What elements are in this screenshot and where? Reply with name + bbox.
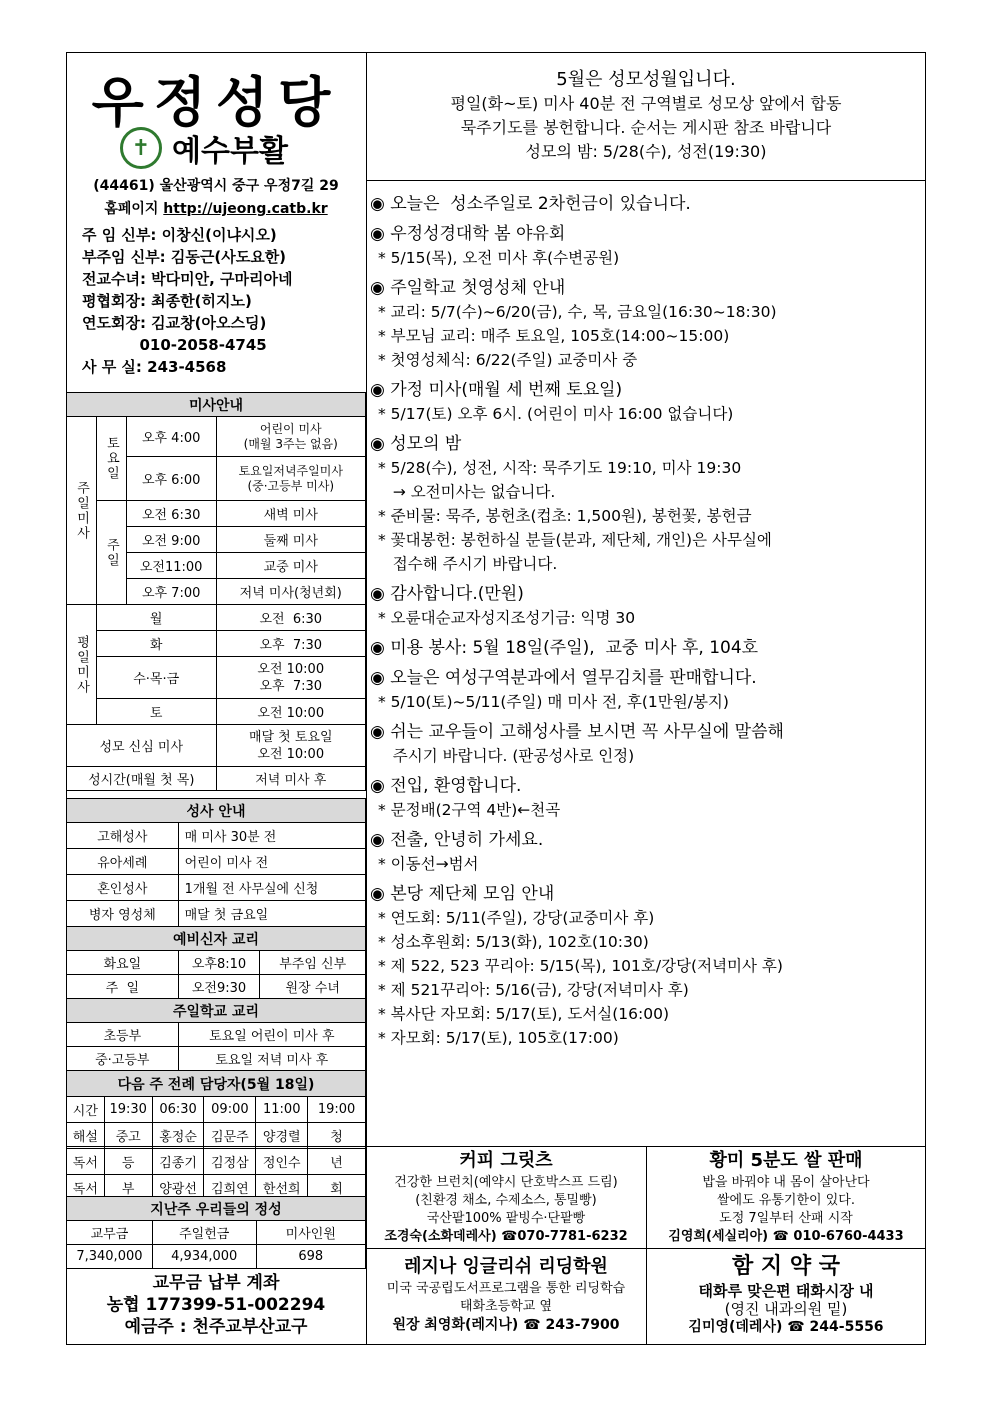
marian-mass-label: 성모 신심 미사 [67,725,217,767]
mass-desc: 새벽 미사 [216,501,366,527]
mass-time: 오전 6:30 [126,501,216,527]
announcement-heading: ◉ 미용 봉사: 5월 18일(주일), 교중 미사 후, 104호 [370,638,759,658]
announcement-item [370,222,922,270]
announcement-detail: * 5/28(수), 성전, 시작: 묵주기도 19:10, 미사 19:30 [378,459,742,477]
weekday: 월 [96,605,216,631]
class-day: 화요일 [67,951,179,975]
marian-mass-time: 매달 첫 토요일 오전 10:00 [216,725,366,767]
duty-header: 다음 주 전례 담당자(5월 18일) [67,1071,366,1097]
duty-cell: 김정삼 [204,1149,256,1175]
announcement-detail: * 5/10(토)~5/11(주일) 매 미사 전, 후(1만원/봉지) [378,693,729,711]
mass-time: 오후 7:30 [216,631,366,657]
offering-label: 미사인원 [256,1221,365,1245]
sacrament-name: 혼인성사 [67,875,179,901]
announcement-heading: ◉ 주일학교 첫영성체 안내 [370,278,566,298]
duty-cell: 시간 [67,1097,105,1123]
offering-label: 주일헌금 [152,1221,256,1245]
announcement-heading: ◉ 쉬는 교우들이 고해성사를 보시면 꼭 사무실에 말씀해 [370,722,784,742]
mass-table [66,392,366,791]
bank-account [66,1272,366,1338]
homepage [66,198,366,218]
sunday-mass-label: 주일미사 [67,417,97,605]
may-notice-line: 성모의 밤: 5/28(수), 성전(19:30) [525,142,767,161]
duty-cell: 중고 [104,1123,152,1149]
bank-border [66,1268,366,1269]
duty-cell: 한선희 [256,1175,308,1201]
announcement-detail: * 성소후원회: 5/13(화), 102호(10:30) [378,933,649,951]
staff-item: 부주임 신부: 김동근(사도요한) [82,248,287,266]
ad-contact: 김미영(데레사) ☎ 244-5556 [688,1319,884,1335]
offering-table [66,1196,366,1269]
announcement-detail: * 복사단 자모회: 5/17(토), 도서실(16:00) [378,1005,670,1023]
ad-line: 건강한 브런치(예약시 단호박스프 드림) [394,1175,618,1190]
announcement-heading: ◉ 우정성경대학 봄 야유회 [370,224,566,244]
offering-value: 4,934,000 [152,1245,256,1269]
pharmacy-ad [646,1252,926,1336]
mass-desc: 둘째 미사 [216,527,366,553]
announcement-detail: * 이동선→범서 [378,855,479,873]
mass-time: 오전 10:00 [216,699,366,725]
ad-contact: 김영희(세실리아) ☎ 010-6760-4433 [668,1229,904,1244]
rice-ad [646,1148,926,1246]
mass-time: 오전 6:30 [216,605,366,631]
ad-line: 도정 7일부터 산패 시작 [719,1211,853,1226]
sunday-label: 주일 [96,501,126,605]
announcement-list [370,192,922,1056]
staff-list [82,224,293,378]
address: (44461) 울산광역시 중구 우정7길 29 [93,178,339,194]
sacrament-name: 유아세례 [67,849,179,875]
ad-contact: 원장 최영화(레지나) ☎ 243-7900 [392,1317,620,1333]
announcement-detail: * 오륜대순교자성지조성기금: 익명 30 [378,609,636,627]
announcement-item [370,774,922,822]
sacrament-info: 어린이 미사 전 [178,849,365,875]
announcement-detail: 주시기 바랍니다. (판공성사로 인정) [378,747,635,765]
ad-title: 함 지 약 국 [732,1254,840,1279]
staff-item: 연도회장: 김교창(아오스딩) [82,314,267,332]
english-ad [366,1254,646,1334]
bank-holder: 예금주 : 천주교부산교구 [124,1317,308,1337]
bank-number: 농협 177399-51-002294 [106,1295,326,1315]
announcement-item [370,828,922,876]
homepage-label: 홈페이지 [104,201,159,217]
school-time: 토요일 어린이 미사 후 [178,1023,365,1047]
duty-cell: 김문주 [204,1123,256,1149]
staff-item: 주 임 신부: 이창신(이냐시오) [82,226,277,244]
announcement-detail: * 문정배(2구역 4반)←천곡 [378,801,561,819]
duty-cell: 김종기 [152,1149,204,1175]
ad-line: 쌀에도 유통기한이 있다. [717,1193,855,1208]
announcement-detail: * 꽃대봉헌: 봉헌하실 분들(분과, 제단체, 개인)은 사무실에 [378,531,772,549]
mass-header: 미사안내 [67,393,366,417]
staff-item: 010-2058-4745 [82,336,267,354]
staff-item: 사 무 실: 243-4568 [82,358,227,376]
may-notice [366,68,926,164]
offering-header: 지난주 우리들의 정성 [67,1197,366,1221]
duty-cell: 청 [308,1123,366,1149]
holy-hour-time: 저녁 미사 후 [216,767,366,791]
sacrament-info: 매달 첫 금요일 [178,901,365,927]
duty-cell: 김희연 [204,1175,256,1201]
duty-cell: 독서 [67,1149,105,1175]
weekday: 토 [96,699,216,725]
ad-contact: 조경숙(소화데레사) ☎070-7781-6232 [384,1229,628,1244]
sacrament-name: 병자 영성체 [67,901,179,927]
announcement-heading: ◉ 가정 미사(매월 세 번째 토요일) [370,380,623,400]
duty-cell: 양광선 [152,1175,204,1201]
class-time: 오전9:30 [178,975,260,999]
announcement-heading: ◉ 전입, 환영합니다. [370,776,522,796]
announcement-detail: * 제 522, 523 꾸리아: 5/15(목), 101호/강당(저녁미사 후) [378,957,783,975]
bank-title: 교무금 납부 계좌 [152,1273,280,1293]
homepage-link[interactable]: http://ujeong.catb.kr [163,201,328,217]
offering-value: 7,340,000 [67,1245,153,1269]
sacrament-table [66,798,366,927]
school-group: 중·고등부 [67,1047,179,1071]
class-teacher: 원장 수녀 [260,975,366,999]
announcement-detail: * 자모회: 5/17(토), 105호(17:00) [378,1029,619,1047]
duty-cell: 정인수 [256,1149,308,1175]
duty-cell: 11:00 [256,1097,308,1123]
announcement-heading: ◉ 성모의 밤 [370,434,462,454]
church-emblem-icon: ✝ [120,127,162,169]
duty-cell: 19:00 [308,1097,366,1123]
announcement-detail: → 오전미사는 없습니다. [378,483,556,501]
duty-cell: 회 [308,1175,366,1201]
duty-cell: 등 [104,1149,152,1175]
saturday-label: 토요일 [96,417,126,501]
mass-desc: 저녁 미사(청년회) [216,579,366,605]
announcement-item [370,582,922,630]
class-day: 주 일 [67,975,179,999]
ad-line: 태화초등학교 옆 [459,1299,553,1314]
ads-mid-border [366,1248,926,1249]
announcement-heading: ◉ 전출, 안녕히 가세요. [370,830,544,850]
duty-cell: 06:30 [152,1097,204,1123]
church-title: 우정성당 [91,71,341,134]
coffee-ad [366,1148,646,1246]
may-notice-line: 묵주기도를 봉헌합니다. 순서는 게시판 참조 바랍니다 [460,118,832,137]
staff-item: 전교수녀: 박다미안, 구마리아네 [82,270,293,288]
school-time: 토요일 저녁 미사 후 [178,1047,365,1071]
holy-hour-label: 성시간(매월 첫 목) [67,767,217,791]
sunday-school-table [66,998,366,1071]
duty-cell: 년 [308,1149,366,1175]
announcement-heading: ◉ 본당 제단체 모임 안내 [370,884,555,904]
announcement-detail: 접수해 주시기 바랍니다. [378,555,558,573]
mass-desc: 토요일저녁주일미사 (중·고등부 미사) [216,457,366,501]
duty-cell: 부 [104,1175,152,1201]
announcement-item [370,666,922,714]
announcement-detail: * 첫영성체식: 6/22(주일) 교중미사 중 [378,351,638,369]
announcement-item [370,636,922,660]
class-time: 오후8:10 [178,951,260,975]
mass-desc: 교중 미사 [216,553,366,579]
catechumen-header: 예비신자 교리 [67,927,366,951]
mass-time: 오후 4:00 [126,417,216,457]
ad-title: 커피 그릿츠 [459,1150,553,1171]
announcement-detail: * 준비물: 묵주, 봉헌초(컵초: 1,500원), 봉헌꽃, 봉헌금 [378,507,752,525]
staff-item: 평협회장: 최종한(히지노) [82,292,252,310]
announcement-detail: * 5/17(토) 오후 6시. (어린이 미사 16:00 없습니다) [378,405,734,423]
announcement-heading: ◉ 오늘은 여성구역분과에서 열무김치를 판매합니다. [370,668,757,688]
announcement-item [370,378,922,426]
mass-time: 오후 6:00 [126,457,216,501]
announcement-item [370,720,922,768]
duty-cell: 해설 [67,1123,105,1149]
column-divider [366,52,367,1146]
announcement-detail: * 부모님 교리: 매주 토요일, 105호(14:00~15:00) [378,327,730,345]
duty-cell: 독서 [67,1175,105,1201]
may-notice-title: 5월은 성모성월입니다. [556,69,736,90]
class-teacher: 부주임 신부 [260,951,366,975]
sacrament-info: 매 미사 30분 전 [178,823,365,849]
announcement-heading: ◉ 감사합니다.(만원) [370,584,524,604]
sacrament-info: 1개월 전 사무실에 신청 [178,875,365,901]
ad-line: 태화루 맞은편 태화시장 내 [698,1282,874,1300]
ad-line: (영진 내과의원 밑) [724,1300,848,1318]
mass-time: 오전11:00 [126,553,216,579]
announcement-item [370,276,922,372]
announcement-item [370,192,922,216]
duty-cell: 19:30 [104,1097,152,1123]
duty-cell: 09:00 [204,1097,256,1123]
ad-line: (친환경 채소, 수제소스, 통밀빵) [415,1193,597,1208]
announcement-detail: * 제 521꾸리아: 5/16(금), 강당(저녁미사 후) [378,981,689,999]
mass-time: 오전 9:00 [126,527,216,553]
ad-line: 국산팥100% 팥빙수·단팥빵 [426,1211,586,1226]
weekday: 화 [96,631,216,657]
announcement-heading: ◉ 오늘은 성소주일로 2차헌금이 있습니다. [370,194,691,214]
announcement-detail: * 교리: 5/7(수)~6/20(금), 수, 목, 금요일(16:30~18:30) [378,303,777,321]
sacrament-header: 성사 안내 [67,799,366,823]
ad-line: 미국 국공립도서프로그램을 통한 리딩학습 [386,1281,626,1296]
ads-border [66,1146,926,1147]
may-notice-line: 평일(화~토) 미사 40분 전 구역별로 성모상 앞에서 합동 [450,94,842,113]
ad-line: 밥을 바꿔야 내 몸이 살아난다 [702,1175,870,1190]
duty-table [66,1070,366,1201]
offering-label: 교무금 [67,1221,153,1245]
announcement-item [370,882,922,1050]
catechumen-table [66,926,366,999]
mass-time: 오전 10:00 오후 7:30 [216,657,366,699]
notice-separator [366,180,926,181]
logo [120,126,288,170]
announcement-item [370,432,922,576]
announcement-detail: * 5/15(목), 오전 미사 후(수변공원) [378,249,620,267]
school-group: 초등부 [67,1023,179,1047]
ad-title: 레지나 잉글리쉬 리딩학원 [404,1256,608,1277]
ad-title: 황미 5분도 쌀 판매 [709,1150,863,1171]
weekday: 수·목·금 [96,657,216,699]
duty-cell: 홍정순 [152,1123,204,1149]
weekday-mass-label: 평일미사 [67,605,97,725]
sunday-school-header: 주일학교 교리 [67,999,366,1023]
announcement-detail: * 연도회: 5/11(주일), 강당(교중미사 후) [378,909,655,927]
logo-text: 예수부활 [172,134,288,169]
mass-desc: 어린이 미사 (매월 3주는 없음) [216,417,366,457]
duty-cell: 양경렬 [256,1123,308,1149]
sacrament-name: 고해성사 [67,823,179,849]
offering-value: 698 [256,1245,365,1269]
mass-time: 오후 7:00 [126,579,216,605]
